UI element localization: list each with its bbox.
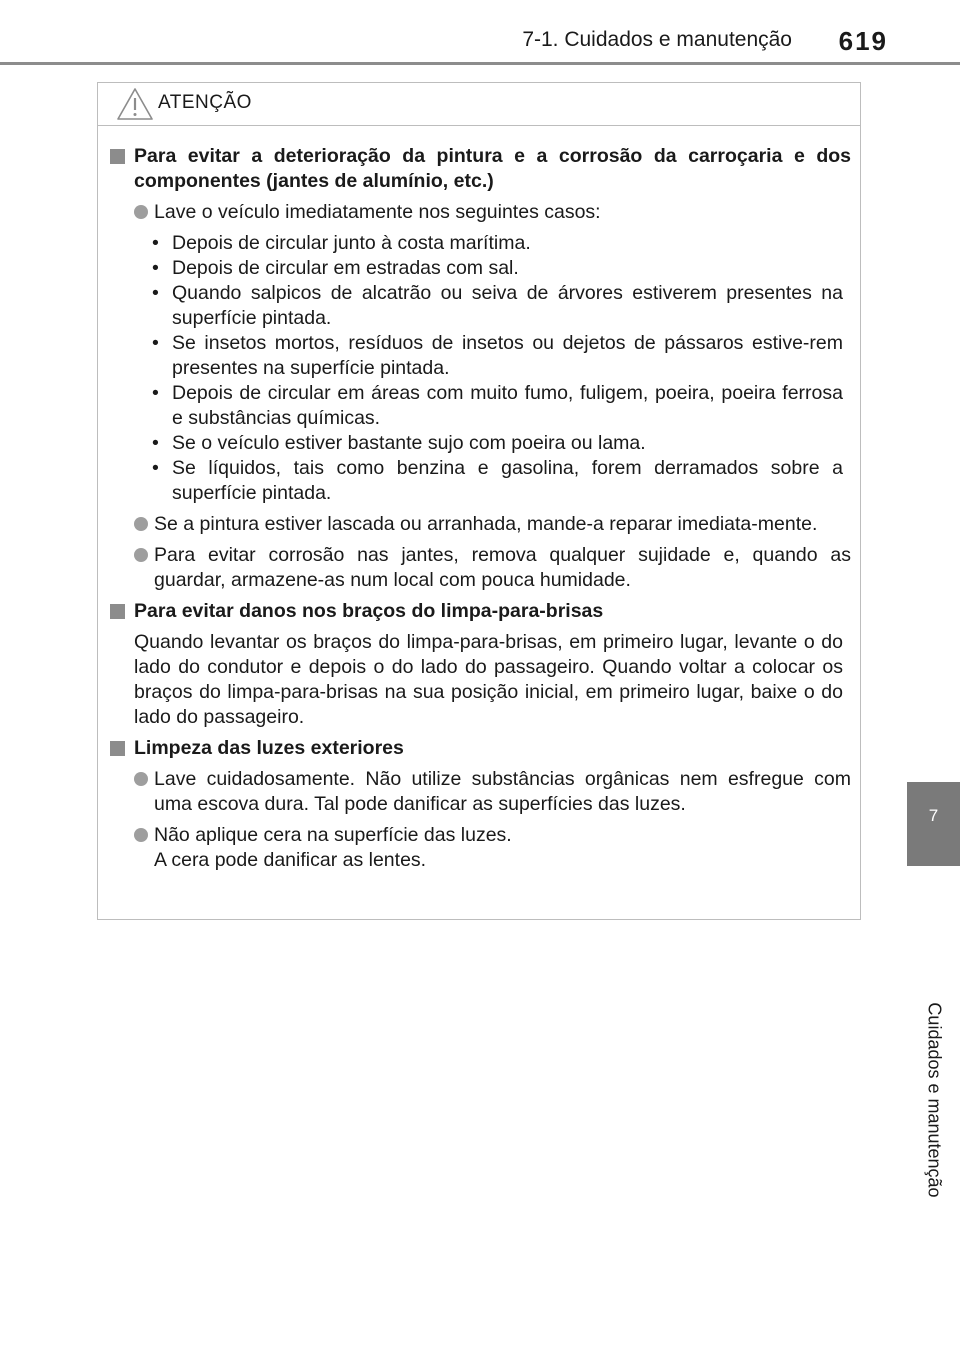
square-bullet-icon (110, 604, 125, 619)
list-item (108, 823, 851, 873)
caution-box (97, 82, 861, 920)
section-heading (108, 144, 851, 194)
list-item-text: Para evitar corrosão nas jantes, remova qualquer sujidade e, quando as guardar, armazene-as num local com pouca humidade. (154, 544, 851, 591)
dot-bullet-icon: • (152, 382, 159, 404)
bullet-item (108, 456, 851, 506)
list-item-text: Não aplique cera na superfície das luzes. (154, 824, 512, 846)
page-header (0, 0, 960, 70)
circle-bullet-icon (134, 548, 148, 562)
square-bullet-icon (110, 741, 125, 756)
dot-bullet-icon: • (152, 332, 159, 354)
list-item (108, 543, 851, 593)
circle-bullet-icon (134, 205, 148, 219)
section-heading-text: Para evitar a deterioração da pintura e a corrosão da carroçaria e dos componentes (jantes de alumínio, etc.) (134, 145, 851, 192)
list-item (108, 200, 851, 225)
dot-bullet-icon: • (152, 432, 159, 454)
page-number: 619 (838, 26, 888, 56)
bullet-text: Se líquidos, tais como benzina e gasolina, forem derramados sobre a superfície pintada. (172, 457, 843, 504)
bullet-item (108, 431, 851, 456)
bullet-list (108, 231, 851, 506)
list-item-text: Se a pintura estiver lascada ou arranhada, mande-a reparar imediata-mente. (154, 513, 818, 535)
header-rule (0, 62, 960, 65)
caution-content (98, 126, 860, 873)
caution-header (98, 83, 860, 126)
bullet-text: Se o veículo estiver bastante sujo com poeira ou lama. (172, 432, 646, 454)
section-heading (108, 599, 851, 624)
bullet-item (108, 381, 851, 431)
bullet-text: Depois de circular em estradas com sal. (172, 257, 519, 279)
bullet-item (108, 256, 851, 281)
list-item-text-secondary: A cera pode danificar as lentes. (154, 849, 427, 871)
list-item-text: Lave cuidadosamente. Não utilize substâncias orgânicas nem esfregue com uma escova dura. Tal pode danificar as superfícies das luzes. (154, 768, 851, 815)
square-bullet-icon (110, 149, 125, 164)
section-heading-text: Limpeza das luzes exteriores (134, 737, 404, 759)
dot-bullet-icon: • (152, 457, 159, 479)
section-title: 7-1. Cuidados e manutenção (522, 28, 792, 51)
bullet-text: Se insetos mortos, resíduos de insetos ou dejetos de pássaros estive-rem presentes na superfície pintada. (172, 332, 843, 379)
list-item (108, 767, 851, 817)
dot-bullet-icon: • (152, 257, 159, 279)
warning-triangle-icon (116, 87, 154, 121)
chapter-tab (907, 782, 960, 866)
list-item (108, 512, 851, 537)
bullet-text: Depois de circular em áreas com muito fumo, fuligem, poeira, poeira ferrosa e substâncias químicas. (172, 382, 843, 429)
paragraph: Quando levantar os braços do limpa-para-brisas, em primeiro lugar, levante o do lado do condutor e depois o do lado do passageiro. Quando voltar a colocar os braços do limpa-para-brisas na sua posição inicial, em primeiro lugar, baixe o do lado do passageiro. (134, 631, 843, 728)
bullet-item (108, 281, 851, 331)
chapter-number: 7 (928, 806, 939, 825)
section-heading (108, 736, 851, 761)
bullet-item (108, 231, 851, 256)
caution-label: ATENÇÃO (158, 92, 252, 113)
circle-bullet-icon (134, 517, 148, 531)
section-heading-text: Para evitar danos nos braços do limpa-para-brisas (134, 600, 604, 622)
circle-bullet-icon (134, 772, 148, 786)
chapter-label: Cuidados e manutenção (924, 1002, 945, 1198)
bullet-item (108, 331, 851, 381)
list-item-text: Lave o veículo imediatamente nos seguintes casos: (154, 201, 601, 223)
dot-bullet-icon: • (152, 282, 159, 304)
dot-bullet-icon: • (152, 232, 159, 254)
bullet-text: Quando salpicos de alcatrão ou seiva de árvores estiverem presentes na superfície pintada. (172, 282, 843, 329)
circle-bullet-icon (134, 828, 148, 842)
bullet-text: Depois de circular junto à costa marítima. (172, 232, 531, 254)
